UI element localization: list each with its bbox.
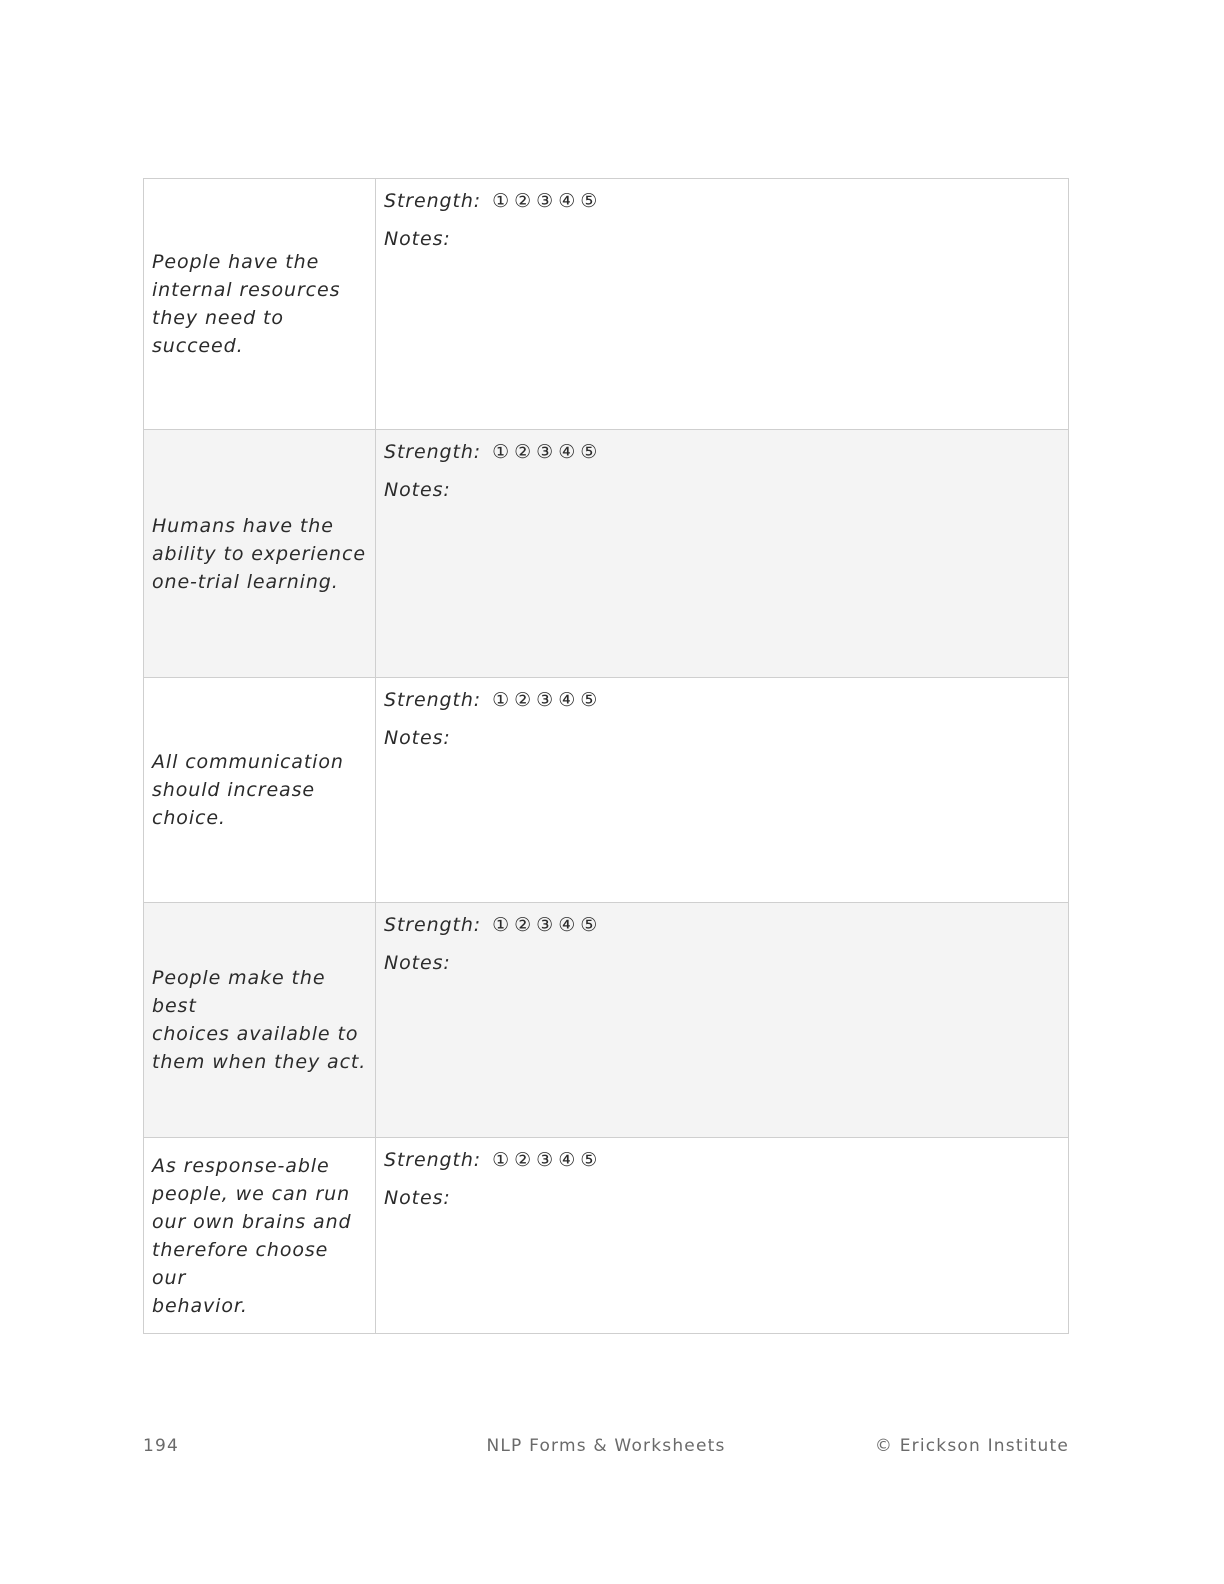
notes-label: Notes: [384, 228, 451, 250]
strength-line [384, 911, 1060, 939]
strength-scale [492, 914, 602, 936]
belief-cell [144, 903, 376, 1138]
belief-cell [144, 430, 376, 678]
notes-label: Notes: [384, 1187, 451, 1209]
strength-label: Strength: [384, 441, 482, 463]
notes-label: Notes: [384, 952, 451, 974]
rating-notes-cell[interactable] [376, 1138, 1069, 1334]
rating-option-3[interactable]: ③ [536, 1149, 556, 1171]
page-number: 194 [143, 1436, 180, 1456]
strength-scale [492, 441, 602, 463]
rating-option-2[interactable]: ② [514, 441, 534, 463]
rating-option-4[interactable]: ④ [558, 1149, 578, 1171]
document-title: NLP Forms & Worksheets [486, 1436, 726, 1456]
rating-notes-cell[interactable] [376, 179, 1069, 430]
rating-option-5[interactable]: ⑤ [580, 190, 600, 212]
rating-option-5[interactable]: ⑤ [580, 1149, 600, 1171]
strength-label: Strength: [384, 689, 482, 711]
rating-option-1[interactable]: ① [492, 190, 512, 212]
rating-notes-cell[interactable] [376, 903, 1069, 1138]
rating-option-3[interactable]: ③ [536, 190, 556, 212]
rating-option-2[interactable]: ② [514, 914, 534, 936]
strength-line [384, 686, 1060, 714]
strength-scale [492, 190, 602, 212]
strength-label: Strength: [384, 914, 482, 936]
rating-option-1[interactable]: ① [492, 914, 512, 936]
rating-notes-cell[interactable] [376, 430, 1069, 678]
rating-option-5[interactable]: ⑤ [580, 441, 600, 463]
belief-statement: People make the best choices available to them when they act. [152, 967, 367, 1073]
belief-statement: As response-able people, we can run our own brains and therefore choose our behavior. [152, 1154, 352, 1317]
strength-scale [492, 1149, 602, 1171]
rating-option-3[interactable]: ③ [536, 914, 556, 936]
rating-option-2[interactable]: ② [514, 190, 534, 212]
table-row [144, 179, 1069, 430]
rating-option-4[interactable]: ④ [558, 689, 578, 711]
belief-cell [144, 179, 376, 430]
strength-label: Strength: [384, 1149, 482, 1171]
rating-option-5[interactable]: ⑤ [580, 689, 600, 711]
notes-label: Notes: [384, 479, 451, 501]
belief-cell [144, 678, 376, 903]
rating-option-3[interactable]: ③ [536, 689, 556, 711]
rating-option-5[interactable]: ⑤ [580, 914, 600, 936]
strength-scale [492, 689, 602, 711]
strength-label: Strength: [384, 190, 482, 212]
rating-option-1[interactable]: ① [492, 689, 512, 711]
rating-option-4[interactable]: ④ [558, 441, 578, 463]
rating-option-4[interactable]: ④ [558, 914, 578, 936]
rating-option-4[interactable]: ④ [558, 190, 578, 212]
strength-line [384, 1146, 1060, 1174]
belief-statement: All communication should increase choice. [152, 751, 344, 829]
strength-line [384, 187, 1060, 215]
table-row [144, 1138, 1069, 1334]
page-footer [143, 1436, 1069, 1460]
rating-notes-cell[interactable] [376, 678, 1069, 903]
table-row [144, 678, 1069, 903]
belief-statement: People have the internal resources they need to succeed. [152, 251, 341, 357]
strength-line [384, 438, 1060, 466]
belief-statement: Humans have the ability to experience one-trial learning. [152, 514, 366, 593]
rating-option-1[interactable]: ① [492, 441, 512, 463]
table-row [144, 430, 1069, 678]
rating-option-1[interactable]: ① [492, 1149, 512, 1171]
belief-cell [144, 1138, 376, 1334]
rating-option-3[interactable]: ③ [536, 441, 556, 463]
notes-label: Notes: [384, 727, 451, 749]
table-row [144, 903, 1069, 1138]
rating-option-2[interactable]: ② [514, 689, 534, 711]
belief-worksheet-table [143, 178, 1069, 1334]
copyright-notice: © Erickson Institute [874, 1436, 1069, 1456]
rating-option-2[interactable]: ② [514, 1149, 534, 1171]
